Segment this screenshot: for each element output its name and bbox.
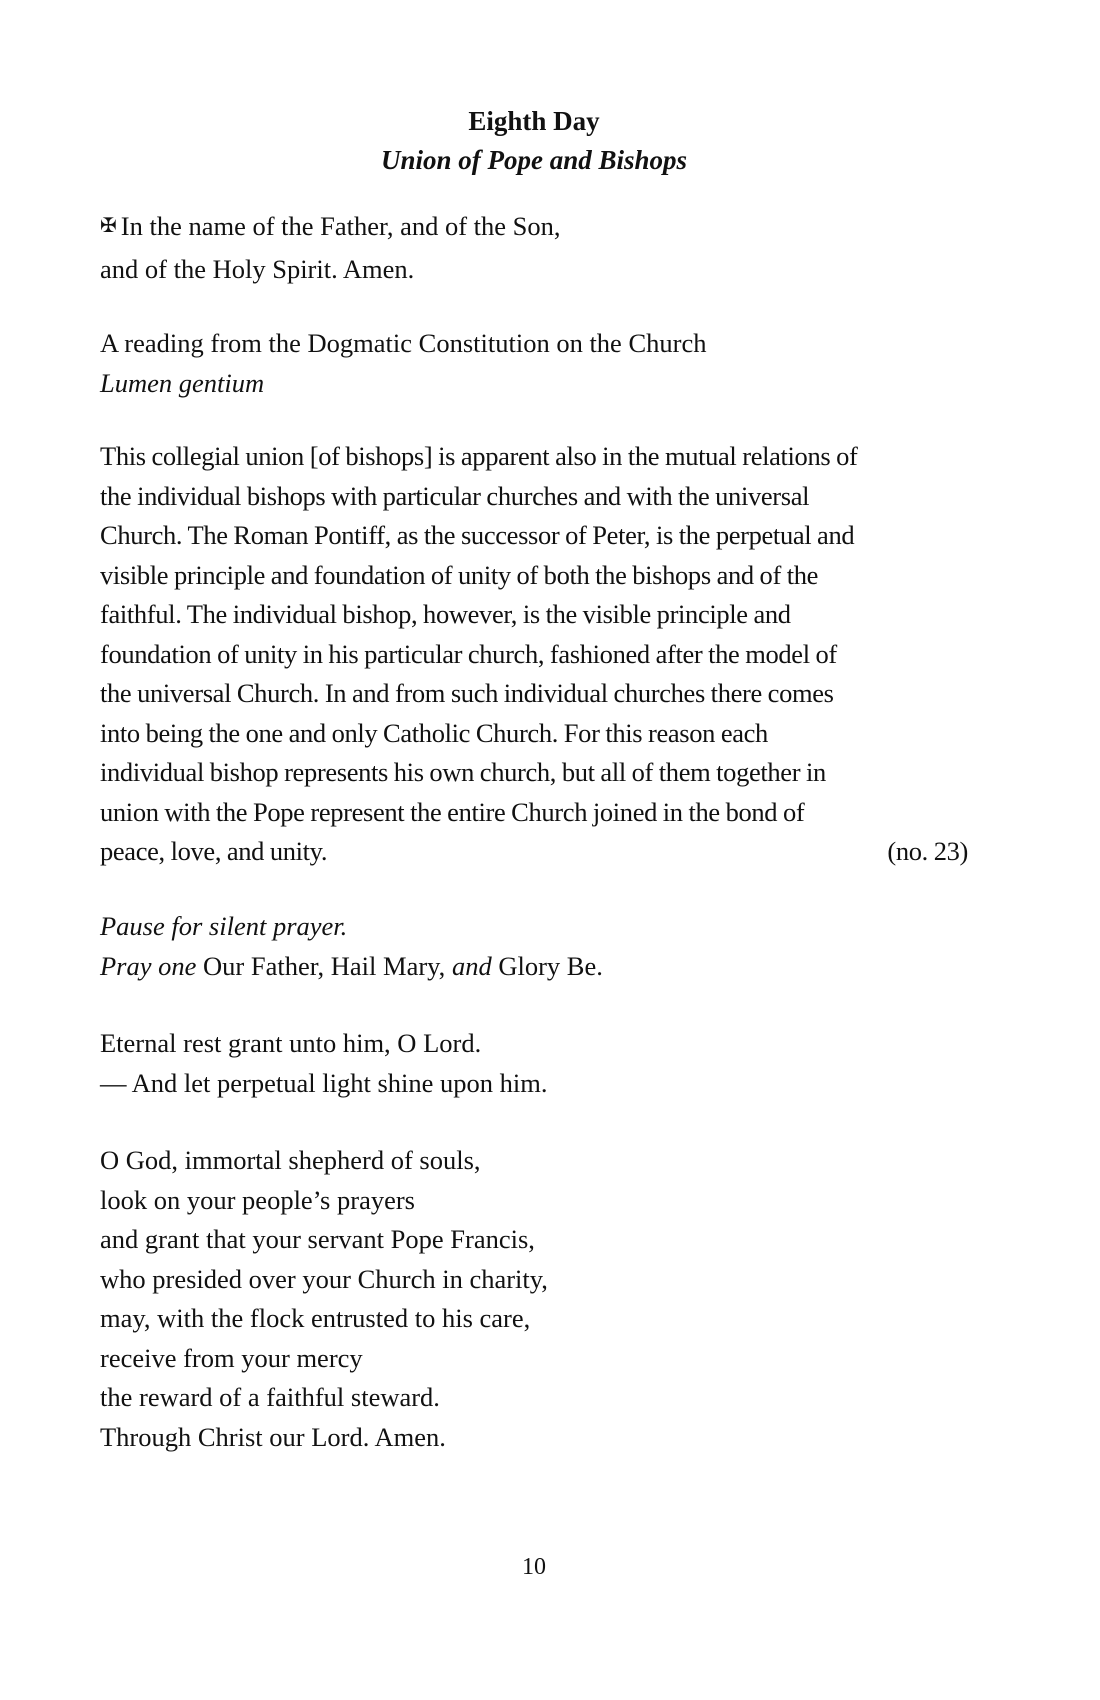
collect-line: O God, immortal shepherd of souls,: [100, 1145, 481, 1175]
day-heading: [100, 102, 968, 180]
prayers-list-a: Our Father, Hail Mary,: [203, 950, 446, 981]
sign-of-cross-section: [100, 207, 968, 289]
sign-of-cross-line-1: [100, 207, 968, 250]
collect-line: Through Christ our Lord. Amen.: [100, 1421, 446, 1452]
pray-rubric: [100, 947, 968, 987]
collect-prayer: [100, 1141, 968, 1457]
reading-line: faithful. The individual bishop, however, is the visible principle and: [100, 599, 791, 629]
reading-passage: [100, 437, 968, 872]
eternal-rest: [100, 1024, 968, 1103]
reading-line: the universal Church. In and from such individual churches there comes: [100, 678, 834, 708]
reading-line: peace, love, and unity.: [100, 836, 328, 866]
reading-line: Church. The Roman Pontiff, as the successor of Peter, is the perpetual and: [100, 520, 855, 550]
and-label: and: [451, 950, 492, 981]
reading-line: individual bishop represents his own church, but all of them together in: [100, 757, 826, 787]
sign-of-cross-text-1: In the name of the Father, and of the Son,: [120, 211, 561, 241]
collect-line: receive from your mercy: [100, 1342, 363, 1373]
reading-line: into being the one and only Catholic Church. For this reason each: [100, 717, 768, 748]
reading-line: foundation of unity in his particular church, fashioned after the model of: [100, 638, 837, 669]
versicle: Eternal rest grant unto him, O Lord.: [100, 1028, 482, 1058]
page-title: Eighth Day: [468, 106, 600, 136]
reading-intro: [100, 324, 968, 403]
pray-one-label: Pray one: [100, 950, 197, 981]
collect-line: may, with the flock entrusted to his care,: [100, 1303, 531, 1333]
page-subtitle: Union of Pope and Bishops: [380, 145, 688, 175]
reading-line: visible principle and foundation of unity of both the bishops and of the: [100, 559, 819, 590]
response: — And let perpetual light shine upon him.: [100, 1067, 548, 1098]
rubrics: [100, 907, 968, 986]
reading-line: the individual bishops with particular churches and with the universal: [100, 480, 810, 511]
reading-intro-line: A reading from the Dogmatic Constitution on the Church: [100, 328, 707, 358]
collect-line: the reward of a faithful steward.: [100, 1382, 440, 1412]
maltese-cross-icon: ✠: [100, 215, 117, 237]
reading-source-title: Lumen gentium: [100, 367, 265, 398]
pause-rubric: Pause for silent prayer.: [100, 911, 348, 941]
reading-line: This collegial union [of bishops] is apparent also in the mutual relations of: [100, 441, 858, 471]
collect-line: and grant that your servant Pope Francis,: [100, 1224, 535, 1254]
prayers-list-b: Glory Be.: [498, 950, 603, 981]
collect-line: look on your people’s prayers: [100, 1184, 415, 1215]
document-page: [100, 0, 968, 1700]
sign-of-cross-line-2: and of the Holy Spirit. Amen.: [100, 253, 415, 284]
citation: (no. 23): [887, 836, 968, 866]
page-number: 10: [522, 1554, 546, 1580]
collect-line: who presided over your Church in charity,: [100, 1263, 548, 1294]
reading-last-line: [100, 832, 968, 872]
reading-line: union with the Pope represent the entire Church joined in the bond of: [100, 796, 805, 827]
